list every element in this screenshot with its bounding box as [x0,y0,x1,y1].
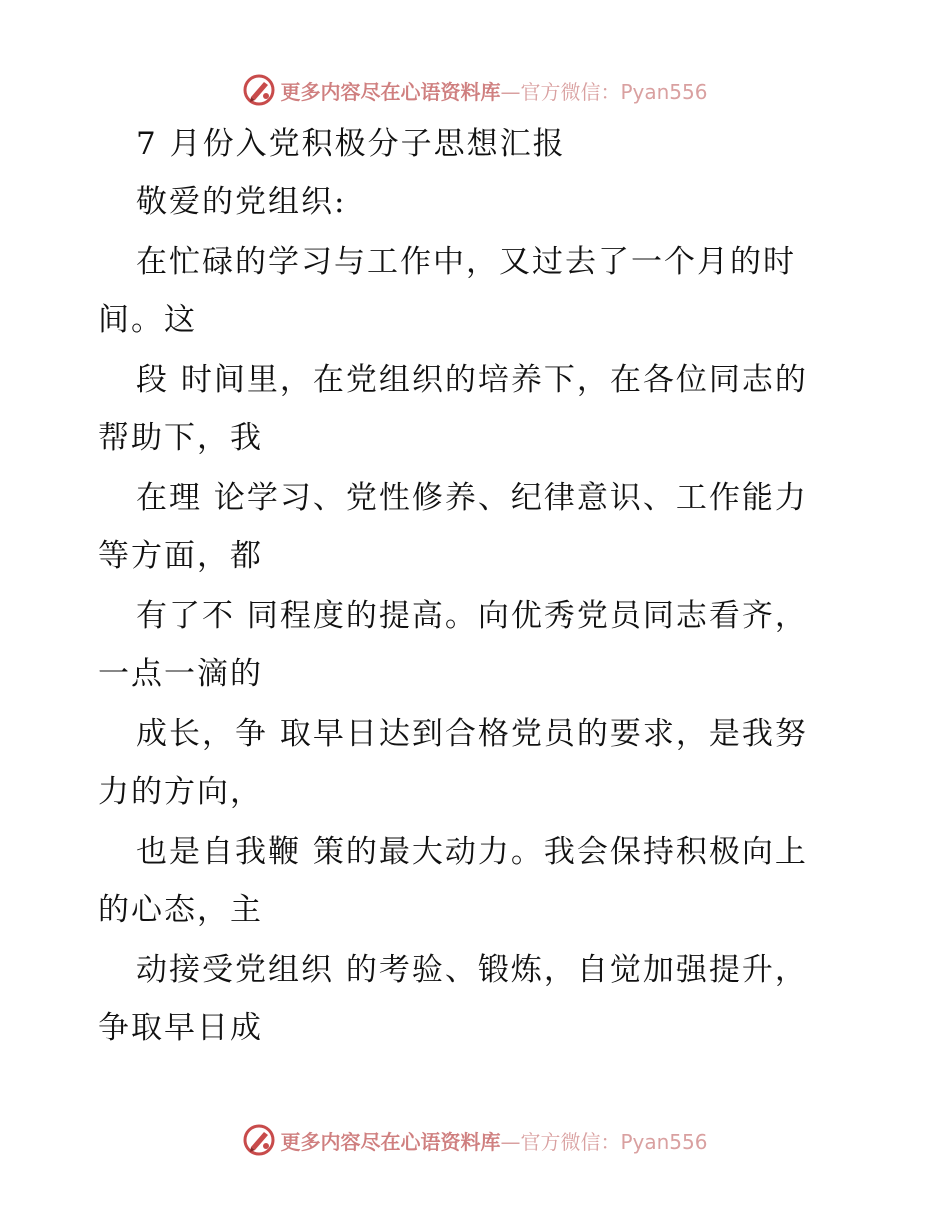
footer-banner [0,1120,950,1160]
banner-lead: 更多内容尽在心语资料库 [280,79,501,104]
body-line: 力的方向， [98,774,263,810]
body-line: 间。这 [98,302,197,338]
banner-contact: —官方微信：Pyan556 [500,1129,708,1154]
body-line: 也是自我鞭 策的最大动力。我会保持积极向上 [136,834,808,870]
body-line: 有了不 同程度的提高。向优秀党员同志看齐， [136,598,808,634]
banner-contact: —官方微信：Pyan556 [500,79,708,104]
body-line: 的心态，主 [98,892,263,928]
body-line: 段 时间里，在党组织的培养下，在各位同志的 [136,362,808,398]
body-line: 一点一滴的 [98,656,263,692]
body-line: 争取早日成 [98,1010,263,1046]
banner-lead: 更多内容尽在心语资料库 [280,1129,501,1154]
body-line: 帮助下，我 [98,420,263,456]
banner-text [280,1126,707,1155]
body-line: 成长，争 取早日达到合格党员的要求，是我努 [136,716,808,752]
body-line: 在忙碌的学习与工作中，又过去了一个月的时 [136,244,796,280]
header-banner [0,70,950,110]
logo-pen-icon [242,1123,276,1157]
body-line: 等方面，都 [98,538,263,574]
body-line: 动接受党组织 的考验、锻炼，自觉加强提升， [136,952,808,988]
body-line: 在理 论学习、党性修养、纪律意识、工作能力 [136,480,808,516]
logo-pen-icon [242,73,276,107]
banner-text [280,76,707,105]
salutation: 敬爱的党组织: [136,184,347,220]
report-title: 7 月份入党积极分子思想汇报 [136,126,566,162]
